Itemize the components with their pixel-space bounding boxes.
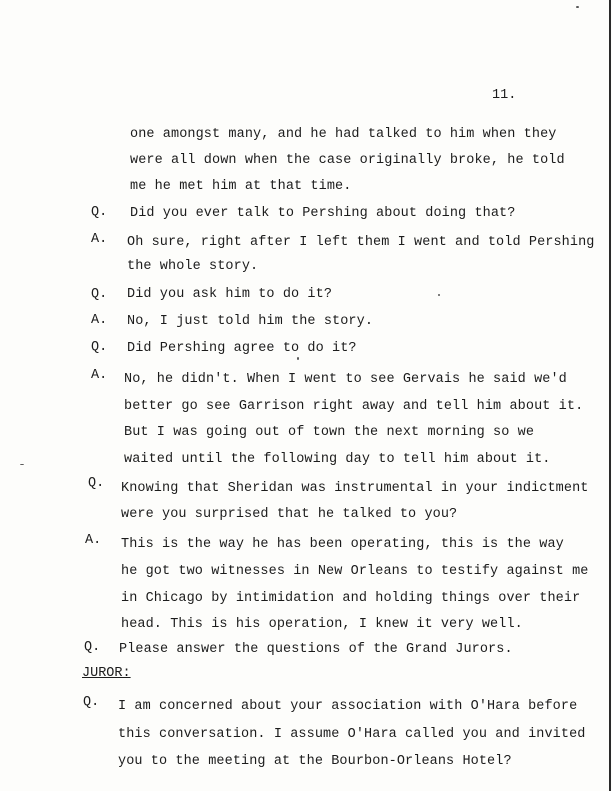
text-line: better go see Garrison right away and tell him about it.	[124, 399, 584, 414]
question-label: Q.	[88, 476, 105, 491]
text-line: me he met him at that time.	[130, 179, 352, 194]
text-line: you to the meeting at the Bourbon-Orleans Hotel?	[118, 754, 512, 769]
question-label: Q.	[91, 287, 108, 302]
scan-speck	[297, 357, 299, 360]
scan-speck	[576, 6, 579, 8]
answer-label: A.	[91, 368, 108, 383]
text-line: Did Pershing agree to do it?	[127, 341, 357, 356]
page-number: 11.	[492, 88, 517, 103]
answer-label: A.	[91, 232, 108, 247]
text-line: Did you ask him to do it?	[127, 287, 333, 302]
text-line: No, he didn't. When I went to see Gervais he said we'd	[124, 372, 567, 387]
text-line: This is the way he has been operating, this is the way	[121, 537, 564, 552]
text-line: in Chicago by intimidation and holding things over their	[121, 591, 581, 606]
answer-label: A.	[91, 313, 108, 328]
text-line: this conversation. I assume O'Hara called you and invited	[118, 727, 586, 742]
question-label: Q.	[83, 695, 100, 710]
text-line: one amongst many, and he had talked to him when they	[130, 127, 557, 142]
text-line: No, I just told him the story.	[127, 314, 374, 329]
scan-edge-line	[609, 0, 611, 791]
text-line: the whole story.	[127, 259, 259, 274]
question-label: Q.	[91, 205, 108, 220]
text-line: head. This is his operation, I knew it very well.	[121, 617, 523, 632]
text-line: Oh sure, right after I left them I went and told Pershing	[127, 235, 595, 250]
scan-speck	[20, 464, 24, 465]
text-line: But I was going out of town the next morning so we	[124, 425, 535, 440]
answer-label: A.	[85, 533, 102, 548]
text-line: Did you ever talk to Pershing about doing that?	[130, 206, 516, 221]
text-line: Please answer the questions of the Grand Jurors.	[119, 642, 513, 657]
text-line: he got two witnesses in New Orleans to testify against me	[121, 564, 589, 579]
text-line: were all down when the case originally broke, he told	[130, 153, 565, 168]
scan-speck	[438, 294, 440, 296]
text-line: were you surprised that he talked to you?	[121, 507, 458, 522]
text-line: waited until the following day to tell him about it.	[124, 452, 551, 467]
text-line: I am concerned about your association with O'Hara before	[118, 699, 578, 714]
juror-heading: JUROR:	[82, 666, 131, 681]
text-line: Knowing that Sheridan was instrumental in your indictment	[121, 481, 589, 496]
question-label: Q.	[91, 340, 108, 355]
question-label: Q.	[84, 640, 101, 655]
